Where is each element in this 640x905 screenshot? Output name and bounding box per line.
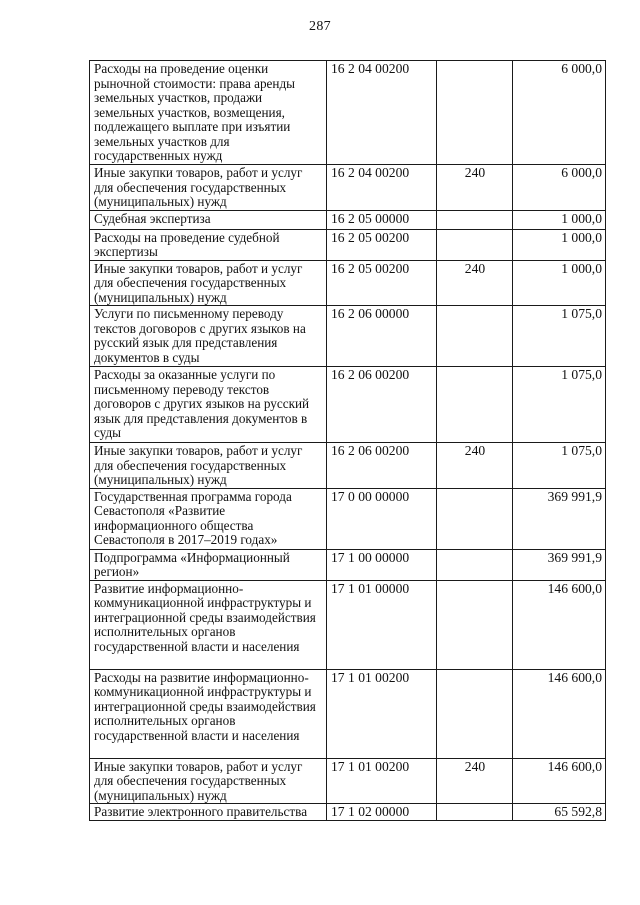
table-row	[90, 210, 606, 229]
row-vr-cell	[437, 229, 513, 260]
table-row	[90, 229, 606, 260]
row-code-cell: 17 1 01 00200	[327, 758, 437, 804]
row-sum-cell: 146 600,0	[513, 758, 606, 804]
row-code-cell: 16 2 05 00000	[327, 210, 437, 229]
table-row	[90, 306, 606, 367]
table-row	[90, 669, 606, 758]
table-row	[90, 804, 606, 821]
row-name-cell: Расходы на проведение судебной экспертизы	[90, 229, 327, 260]
row-sum-cell: 146 600,0	[513, 669, 606, 758]
row-name-cell: Подпрограмма «Информационный регион»	[90, 549, 327, 580]
row-sum-cell: 1 000,0	[513, 210, 606, 229]
table-row	[90, 758, 606, 804]
row-name-cell: Услуги по письменному переводу текстов договоров с других языков на русский язык для представления документов в суды	[90, 306, 327, 367]
row-name-cell: Расходы на развитие информационно-коммуникационной инфраструктуры и интеграционной среды взаимодействия исполнительных органов государственной власти и населения	[90, 669, 327, 758]
row-code-cell: 17 1 01 00000	[327, 580, 437, 669]
row-code-cell: 16 2 04 00200	[327, 61, 437, 165]
budget-table	[89, 60, 606, 821]
row-sum-cell: 1 075,0	[513, 306, 606, 367]
row-vr-cell	[437, 210, 513, 229]
row-name-cell: Иные закупки товаров, работ и услуг для обеспечения государственных (муниципальных) нужд	[90, 260, 327, 306]
row-name-cell: Государственная программа города Севастополя «Развитие информационного общества Севастополя в 2017–2019 годах»	[90, 488, 327, 549]
row-vr-cell	[437, 306, 513, 367]
row-sum-cell: 1 000,0	[513, 260, 606, 306]
row-vr-cell	[437, 804, 513, 821]
row-code-cell: 17 1 02 00000	[327, 804, 437, 821]
row-vr-cell: 240	[437, 165, 513, 211]
row-code-cell: 17 1 01 00200	[327, 669, 437, 758]
row-vr-cell	[437, 61, 513, 165]
table-row	[90, 367, 606, 443]
row-sum-cell: 146 600,0	[513, 580, 606, 669]
row-name-cell: Судебная экспертиза	[90, 210, 327, 229]
row-code-cell: 16 2 06 00200	[327, 443, 437, 489]
row-vr-cell	[437, 669, 513, 758]
row-vr-cell	[437, 580, 513, 669]
row-code-cell: 16 2 04 00200	[327, 165, 437, 211]
table-row	[90, 443, 606, 489]
row-code-cell: 17 1 00 00000	[327, 549, 437, 580]
row-vr-cell	[437, 549, 513, 580]
table-row	[90, 165, 606, 211]
budget-table-body	[90, 61, 606, 821]
row-code-cell: 16 2 06 00000	[327, 306, 437, 367]
row-sum-cell: 6 000,0	[513, 61, 606, 165]
row-code-cell: 17 0 00 00000	[327, 488, 437, 549]
row-code-cell: 16 2 06 00200	[327, 367, 437, 443]
row-name-cell: Расходы за оказанные услуги по письменному переводу текстов договоров с других языков на русский язык для представления документов в суды	[90, 367, 327, 443]
table-row	[90, 61, 606, 165]
row-sum-cell: 1 000,0	[513, 229, 606, 260]
row-name-cell: Иные закупки товаров, работ и услуг для обеспечения государственных (муниципальных) нужд	[90, 165, 327, 211]
row-name-cell: Развитие информационно-коммуникационной инфраструктуры и интеграционной среды взаимодействия исполнительных органов государственной власти и населения	[90, 580, 327, 669]
table-row	[90, 488, 606, 549]
page-number: 287	[309, 19, 331, 34]
row-sum-cell: 369 991,9	[513, 549, 606, 580]
row-sum-cell: 369 991,9	[513, 488, 606, 549]
table-row	[90, 549, 606, 580]
row-name-cell: Расходы на проведение оценки рыночной стоимости: права аренды земельных участков, продажи земельных участков, возмещения, подлежащего выплате при изъятии земельных участков для государственных нужд	[90, 61, 327, 165]
table-row	[90, 580, 606, 669]
row-vr-cell: 240	[437, 758, 513, 804]
row-sum-cell: 1 075,0	[513, 443, 606, 489]
row-vr-cell: 240	[437, 443, 513, 489]
row-sum-cell: 1 075,0	[513, 367, 606, 443]
row-sum-cell: 65 592,8	[513, 804, 606, 821]
row-name-cell: Иные закупки товаров, работ и услуг для обеспечения государственных (муниципальных) нужд	[90, 443, 327, 489]
table-row	[90, 260, 606, 306]
row-code-cell: 16 2 05 00200	[327, 260, 437, 306]
row-vr-cell	[437, 367, 513, 443]
row-sum-cell: 6 000,0	[513, 165, 606, 211]
row-name-cell: Развитие электронного правительства	[90, 804, 327, 821]
row-code-cell: 16 2 05 00200	[327, 229, 437, 260]
row-vr-cell	[437, 488, 513, 549]
row-name-cell: Иные закупки товаров, работ и услуг для обеспечения государственных (муниципальных) нужд	[90, 758, 327, 804]
row-vr-cell: 240	[437, 260, 513, 306]
